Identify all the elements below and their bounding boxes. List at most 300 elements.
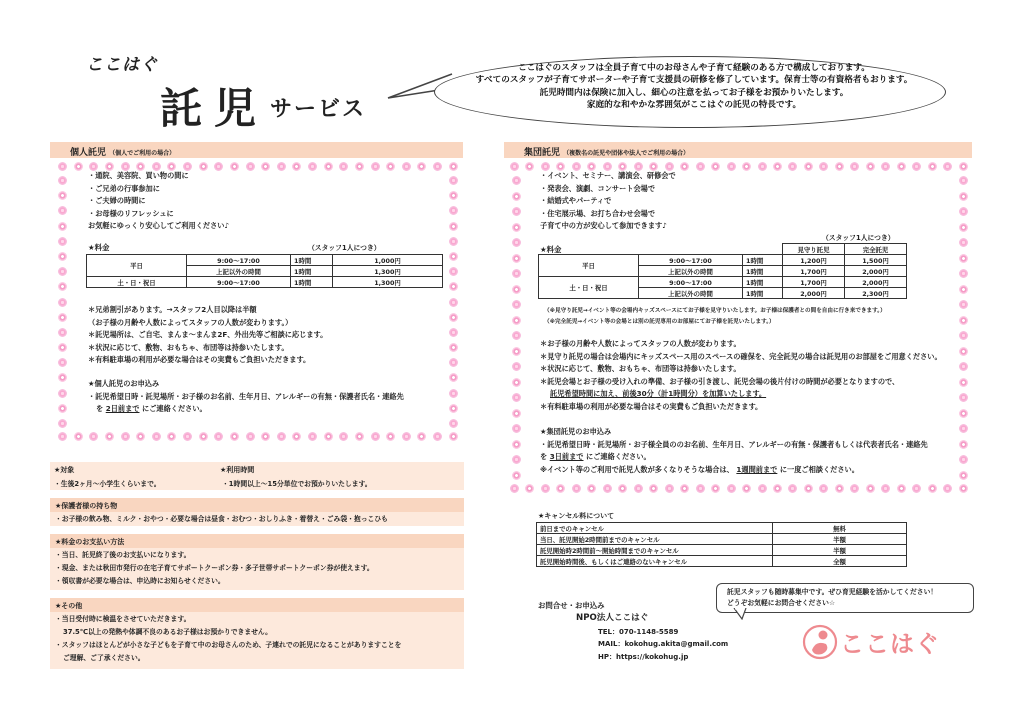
flower-icon <box>89 432 98 441</box>
flower-icon <box>74 432 83 441</box>
flower-icon <box>881 162 890 171</box>
flower-icon <box>512 378 521 387</box>
flower-icon <box>152 432 161 441</box>
target-label: ★対象 <box>54 466 75 474</box>
flower-icon <box>959 347 968 356</box>
flower-icon <box>512 331 521 340</box>
flower-icon <box>121 432 130 441</box>
apply-text: ・託児希望日時・託児場所・お子様全員ののお名前、生年月日、アレルギーの有無・保護者もしくは代表者氏名・連絡先 <box>540 439 928 449</box>
flower-icon <box>556 484 565 493</box>
flower-icon <box>449 358 458 367</box>
flower-icon <box>897 162 906 171</box>
time-label: ★利用時間 <box>220 466 255 474</box>
flower-icon <box>959 269 968 278</box>
flower-icon <box>433 162 442 171</box>
brand-name-small: ここはぐ <box>86 55 158 75</box>
flower-icon <box>386 432 395 441</box>
apply-event: ※イベント等のご利用で託児人数が多くなりそうな場合は、 <box>540 464 734 474</box>
footnote: （※見守り託児→イベント等の会場内キッズスペースにてお子様を見守りいたします。お子様は保護者との間を自由に行き来できます。） <box>544 308 886 314</box>
flower-icon <box>292 162 301 171</box>
flower-icon <box>261 432 270 441</box>
flower-icon <box>339 432 348 441</box>
table-row <box>87 277 443 288</box>
use-item: ・イベント、セミナー、講演会、研修会で <box>540 171 676 180</box>
group-fee-footnotes <box>544 306 886 328</box>
flower-icon <box>402 162 411 171</box>
table-cell: 2,300円 <box>845 288 907 299</box>
flower-icon <box>758 162 767 171</box>
items-block <box>50 498 464 526</box>
flower-icon <box>167 432 176 441</box>
table-cell: 上記以外の時間 <box>639 288 743 299</box>
flower-border-bottom <box>510 484 968 493</box>
table-cell: 1,200円 <box>783 255 845 266</box>
flower-icon <box>928 162 937 171</box>
flower-icon <box>512 440 521 449</box>
flower-icon <box>788 162 797 171</box>
flower-icon <box>58 419 67 428</box>
items-text: ・お子様の飲み物、ミルク・おやつ・必要な場合は昼食・おむつ・おしりふき・着替え・ごみ袋・抱っこひも <box>50 512 464 526</box>
table-cell: 1,000円 <box>333 255 443 266</box>
table-cell: 1時間 <box>291 277 333 288</box>
table-cell: 上記以外の時間 <box>639 266 743 277</box>
flower-icon <box>136 432 145 441</box>
intro-text <box>456 62 932 112</box>
use-item: ・ご兄弟の行事参加に <box>88 183 160 193</box>
payment-line: ・当日、託児終了後のお支払いになります。 <box>55 551 191 559</box>
apply-deadline-post: にご連絡ください。 <box>586 452 651 462</box>
group-fee-table <box>538 243 907 299</box>
flower-icon <box>214 432 223 441</box>
table-cell: 託児開始時2時間前～開始時間までのキャンセル <box>537 545 773 556</box>
flower-icon <box>512 207 521 216</box>
flower-border-right <box>959 176 968 480</box>
table-cell: 9:00～17:00 <box>187 277 291 288</box>
flower-icon <box>449 176 458 185</box>
table-row <box>87 255 443 266</box>
flower-icon <box>897 484 906 493</box>
flower-icon <box>943 162 952 171</box>
table-cell: 当日、託児開始2時間前までのキャンセル <box>537 534 773 545</box>
apply-label: ★集団託児のお申込み <box>540 427 612 436</box>
note-item: ＊見守り託児の場合は会場内にキッズスペース用のスペースの確保を、完全託児の場合は託児用のお部屋をご用意ください。 <box>540 351 942 361</box>
table-cell: 半額 <box>773 545 907 556</box>
flower-icon <box>371 162 380 171</box>
flower-icon <box>866 484 875 493</box>
apply-deadline: 3日前まで <box>549 452 584 462</box>
apply-event-deadline: 1週間前まで <box>736 464 778 474</box>
note-item: ＊お子様の月齢や人数によってスタッフの人数が変わります。 <box>540 339 741 348</box>
flower-icon <box>525 484 534 493</box>
use-item: ・住宅展示場、お打ち合わせ会場で <box>540 208 656 218</box>
flower-icon <box>959 176 968 185</box>
flower-icon <box>58 162 67 171</box>
recruit-line: どうぞお気軽にお問合せください☆ <box>727 599 836 607</box>
table-cell: 土・日・祝日 <box>539 277 639 299</box>
flower-icon <box>727 162 736 171</box>
flower-icon <box>959 471 968 480</box>
intro-line: ここはぐのスタッフは全員子育て中のお母さんや子育て経験のある方で構成しております。 <box>518 63 870 73</box>
use-item: ・結婚式やパーティで <box>540 196 612 206</box>
flower-icon <box>618 484 627 493</box>
table-cell: 土・日・祝日 <box>87 277 187 288</box>
other-line: ご理解、ご了承ください。 <box>63 654 145 662</box>
flower-icon <box>449 343 458 352</box>
flower-icon <box>773 162 782 171</box>
flower-icon <box>850 162 859 171</box>
table-cell: 1時間 <box>743 277 783 288</box>
group-fee-note: （スタッフ1人につき） <box>822 234 895 242</box>
flower-icon <box>449 328 458 337</box>
flower-icon <box>512 285 521 294</box>
flower-icon <box>819 484 828 493</box>
flower-icon <box>512 269 521 278</box>
group-title-bar <box>504 142 972 158</box>
table-header: 完全託児 <box>845 244 907 255</box>
flower-icon <box>788 484 797 493</box>
recruit-box <box>716 583 974 613</box>
contact-hp[interactable]: HP：https://kokohug.jp <box>598 652 689 661</box>
flower-icon <box>355 432 364 441</box>
flower-icon <box>449 389 458 398</box>
flower-border-bottom <box>58 432 458 441</box>
table-cell: 上記以外の時間 <box>187 266 291 277</box>
flower-icon <box>449 252 458 261</box>
flower-icon <box>587 484 596 493</box>
group-notes <box>540 338 942 414</box>
flower-icon <box>680 162 689 171</box>
flower-icon <box>959 424 968 433</box>
apply-label: ★個人託児のお申込み <box>88 379 160 388</box>
flower-icon <box>58 373 67 382</box>
flower-icon <box>58 176 67 185</box>
flower-icon <box>449 237 458 246</box>
flower-icon <box>246 162 255 171</box>
flower-icon <box>58 191 67 200</box>
flower-icon <box>959 331 968 340</box>
group-apply <box>540 426 928 476</box>
note-item: ＊託児場所は、ご自宅、まんま～まんま2F、外出先等ご相談に応じます。 <box>88 330 328 340</box>
flower-icon <box>58 298 67 307</box>
table-cell: 2,000円 <box>845 266 907 277</box>
footnote: （※完全託児→イベント等の会場とは別の託児専用のお部屋にてお子様を託児いたします。） <box>544 319 775 325</box>
use-tail: お気軽にゆっくり安心してご利用ください♪ <box>88 221 230 231</box>
individual-uses <box>88 170 229 233</box>
flower-icon <box>58 267 67 276</box>
table-row <box>539 277 907 288</box>
flower-icon <box>230 432 239 441</box>
flower-border-left <box>58 176 67 428</box>
flower-icon <box>199 432 208 441</box>
flower-icon <box>308 432 317 441</box>
cancel-table <box>536 522 907 567</box>
flower-icon <box>58 313 67 322</box>
apply-event-post: に一度ご相談ください。 <box>779 464 859 474</box>
flower-icon <box>512 393 521 402</box>
flower-icon <box>912 162 921 171</box>
target-time-block <box>50 462 464 490</box>
note-item: （お子様の月齢や人数によってスタッフの人数が変わります。） <box>88 317 293 327</box>
flower-icon <box>449 162 458 171</box>
flower-icon <box>959 362 968 371</box>
page-title: 託児 <box>160 84 269 133</box>
flower-icon <box>525 162 534 171</box>
table-row <box>537 534 907 545</box>
flower-icon <box>261 162 270 171</box>
flower-icon <box>510 162 519 171</box>
flower-icon <box>433 432 442 441</box>
payment-line: ・領収書が必要な場合は、申込時にお知らせください。 <box>55 577 225 585</box>
table-cell: 1,500円 <box>845 255 907 266</box>
contact-tel[interactable]: TEL：070-1148-5589 <box>598 628 679 637</box>
table-cell: 半額 <box>773 534 907 545</box>
table-cell: 1時間 <box>291 266 333 277</box>
flower-icon <box>230 162 239 171</box>
intro-line: 家庭的な和やかな雰囲気がここはぐの託児の特長です。 <box>586 100 802 111</box>
flower-icon <box>881 484 890 493</box>
flower-icon <box>449 222 458 231</box>
use-tail: 子育て中の方が安心して参加できます♪ <box>540 221 667 231</box>
contact-block <box>538 600 605 612</box>
flower-icon <box>339 162 348 171</box>
flower-icon <box>711 484 720 493</box>
table-cell: 1時間 <box>743 288 783 299</box>
flower-icon <box>959 455 968 464</box>
other-block <box>50 598 464 669</box>
table-row <box>539 244 907 255</box>
group-title-sub: （複数名の託児や団体や法人でご利用の場合） <box>563 150 690 157</box>
flower-icon <box>386 162 395 171</box>
table-cell: 平日 <box>539 255 639 277</box>
flower-icon <box>292 432 301 441</box>
recruit-box-tail <box>732 608 752 620</box>
table-cell: 1時間 <box>291 255 333 266</box>
other-label: ★その他 <box>50 598 464 612</box>
apply-text: ・託児希望日時・託児場所・お子様のお名前、生年月日、アレルギーの有無・保護者氏名・連絡先 <box>88 391 404 401</box>
recruit-line: 託児スタッフも随時募集中です。ぜひ育児経験を活かしてください！ <box>727 588 938 596</box>
flower-icon <box>773 484 782 493</box>
note-item: ＊有料駐車場の利用が必要な場合はその実費もご負担いただきます。 <box>540 401 763 411</box>
table-cell: 1,700円 <box>783 266 845 277</box>
apply-event-line <box>540 464 928 477</box>
flower-icon <box>449 432 458 441</box>
flower-icon <box>959 207 968 216</box>
contact-details <box>576 612 728 663</box>
intro-line: すべてのスタッフが子育てサポーターや子育て支援員の研修を修了しています。保育士等の有資格者もおります。 <box>475 75 913 86</box>
flower-border-left <box>512 176 521 480</box>
page-title-service: サービス <box>270 97 367 122</box>
table-cell: 9:00～17:00 <box>187 255 291 266</box>
table-cell: 無料 <box>773 523 907 534</box>
flower-icon <box>804 484 813 493</box>
flower-icon <box>510 484 519 493</box>
apply-deadline-pre: を <box>540 452 548 462</box>
flower-icon <box>512 347 521 356</box>
payment-line: ・現金、または秋田市発行の在宅子育てサポートクーポン券・多子世帯サポートクーポン券が使えます。 <box>55 564 374 572</box>
payment-lines <box>50 548 464 590</box>
group-uses <box>540 170 676 233</box>
flower-icon <box>742 484 751 493</box>
flower-icon <box>58 206 67 215</box>
flower-icon <box>277 162 286 171</box>
apply-deadline-line <box>88 403 404 416</box>
flower-icon <box>449 419 458 428</box>
apply-deadline-pre: を <box>96 404 104 414</box>
individual-fee-label: ★料金 <box>88 243 110 252</box>
table-cell: 託児開始時間後、もしくはご連絡のないキャンセル <box>537 556 773 567</box>
flower-icon <box>512 424 521 433</box>
flower-icon <box>943 484 952 493</box>
flower-icon <box>105 432 114 441</box>
individual-notes <box>88 304 327 367</box>
other-lines <box>50 612 464 669</box>
apply-deadline-line <box>540 451 928 464</box>
note-item: ＊状況に応じて、敷物、おもちゃ、布団等は持参いたします。 <box>88 342 289 352</box>
individual-apply <box>88 378 404 416</box>
flower-icon <box>758 484 767 493</box>
flower-icon <box>58 343 67 352</box>
flower-icon <box>449 373 458 382</box>
flower-icon <box>649 484 658 493</box>
flower-icon <box>512 409 521 418</box>
flower-icon <box>959 300 968 309</box>
other-line: ・スタッフはほとんどが小さな子どもを子育て中のお母さんのため、子連れでの託児になることがありますことを <box>55 641 402 649</box>
flower-icon <box>959 223 968 232</box>
flower-icon <box>58 404 67 413</box>
apply-deadline-post: にご連絡ください。 <box>142 404 207 414</box>
flower-icon <box>959 162 968 171</box>
flower-icon <box>58 252 67 261</box>
flower-icon <box>512 316 521 325</box>
contact-org: NPO法人ここはぐ <box>576 613 649 623</box>
table-cell: 1,300円 <box>333 266 443 277</box>
use-item: ・お母様のリフレッシュに <box>88 208 174 218</box>
logo-icon <box>800 620 840 664</box>
table-cell: 1時間 <box>743 255 783 266</box>
group-title: 集団託児 <box>524 148 561 158</box>
flower-icon <box>959 440 968 449</box>
flower-icon <box>711 162 720 171</box>
flower-icon <box>58 222 67 231</box>
flower-icon <box>959 192 968 201</box>
flower-icon <box>449 191 458 200</box>
note-item: 託児希望時間に加え、前後30分（計1時間分）を加算いたします。 <box>550 389 767 399</box>
flower-icon <box>58 358 67 367</box>
table-header: 見守り託児 <box>783 244 845 255</box>
flower-icon <box>512 455 521 464</box>
individual-fee-note: （スタッフ1人につき） <box>308 244 381 252</box>
flower-icon <box>512 223 521 232</box>
table-cell: 前日までのキャンセル <box>537 523 773 534</box>
flower-icon <box>449 206 458 215</box>
flower-icon <box>696 162 705 171</box>
individual-title-bar <box>50 142 463 158</box>
table-cell: 2,000円 <box>783 288 845 299</box>
time-text: ・1時間以上～15分単位でお預かりいたします。 <box>222 480 372 488</box>
flower-icon <box>417 162 426 171</box>
table-cell: 9:00～17:00 <box>639 277 743 288</box>
flower-icon <box>324 432 333 441</box>
flower-icon <box>680 484 689 493</box>
individual-title-sub: （個人でご利用の場合） <box>109 150 176 157</box>
note-item: ＊兄弟割引があります。→スタッフ2人目以降は半額 <box>88 305 257 314</box>
flower-icon <box>959 393 968 402</box>
flower-icon <box>959 238 968 247</box>
individual-fee-table <box>86 254 443 288</box>
table-row <box>539 255 907 266</box>
individual-title: 個人託児 <box>70 148 107 158</box>
flower-icon <box>308 162 317 171</box>
flower-icon <box>277 432 286 441</box>
flower-icon <box>835 484 844 493</box>
contact-label: お問合せ・お申込み <box>538 601 605 610</box>
flower-icon <box>58 282 67 291</box>
flower-icon <box>58 432 67 441</box>
flower-icon <box>512 471 521 480</box>
logo-text: ここはぐ <box>840 630 940 658</box>
flower-icon <box>850 484 859 493</box>
flower-border-right <box>449 176 458 428</box>
flower-icon <box>819 162 828 171</box>
flower-icon <box>512 362 521 371</box>
flower-icon <box>512 192 521 201</box>
table-row <box>537 556 907 567</box>
flower-icon <box>959 316 968 325</box>
flower-icon <box>696 484 705 493</box>
note-item: ＊有料駐車場の利用が必要な場合はその実費もご負担いただきます。 <box>88 355 311 365</box>
flower-icon <box>449 267 458 276</box>
items-label: ★保護者様の持ち物 <box>50 498 464 512</box>
payment-block <box>50 534 464 590</box>
intro-line: 託児時間内は保険に加入し、細心の注意を払ってお子様をお預かりいたします。 <box>539 87 849 98</box>
flower-icon <box>402 432 411 441</box>
flower-icon <box>512 254 521 263</box>
flower-icon <box>449 313 458 322</box>
note-item: ＊状況に応じて、敷物、おもちゃ、布団等は持参いたします。 <box>540 364 741 374</box>
flower-icon <box>742 162 751 171</box>
flower-icon <box>246 432 255 441</box>
cancel-label: ★キャンセル料について <box>538 512 615 520</box>
flower-icon <box>324 162 333 171</box>
use-item: ・通院、美容院、買い物の間に <box>88 171 189 180</box>
group-fee-label: ★料金 <box>540 245 562 254</box>
flower-icon <box>355 162 364 171</box>
flower-icon <box>959 378 968 387</box>
note-item: ＊託児会場とお子様の受け入れの準備、お子様の引き渡し、託児会場の後片付けの時間が必要となりますので、 <box>540 376 900 386</box>
flower-icon <box>603 484 612 493</box>
flower-icon <box>866 162 875 171</box>
flower-icon <box>58 328 67 337</box>
other-line: ・当日受付時に検温をさせていただきます。 <box>55 615 191 623</box>
flower-icon <box>371 432 380 441</box>
use-item: ・ご夫婦の時間に <box>88 196 146 206</box>
table-cell: 9:00～17:00 <box>639 255 743 266</box>
table-row <box>537 523 907 534</box>
flower-icon <box>959 484 968 493</box>
payment-cash: 現金 <box>61 564 76 572</box>
flower-icon <box>58 237 67 246</box>
flower-icon <box>512 176 521 185</box>
table-cell: 2,000円 <box>845 277 907 288</box>
table-cell: 全額 <box>773 556 907 567</box>
flower-icon <box>959 409 968 418</box>
table-cell: 1,700円 <box>783 277 845 288</box>
flower-icon <box>449 404 458 413</box>
flower-icon <box>512 238 521 247</box>
contact-mail[interactable]: MAIL：kokohug.akita@gmail.com <box>598 640 729 649</box>
table-cell: 1時間 <box>743 266 783 277</box>
payment-coupon: 在宅子育てサポートクーポン券・多子世帯サポートクーポン券 <box>143 564 334 572</box>
